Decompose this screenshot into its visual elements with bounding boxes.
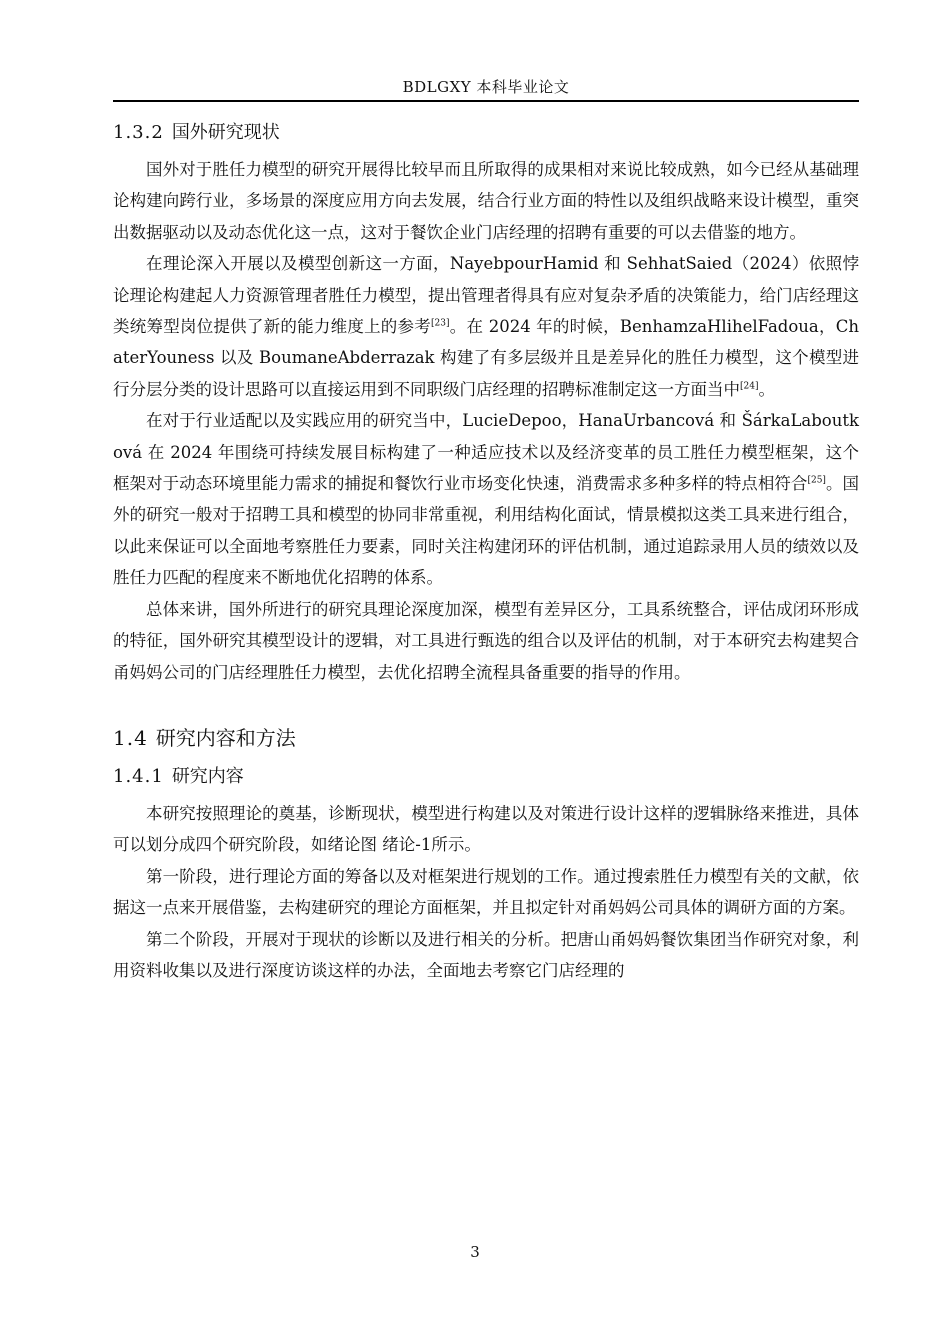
- section-number: 1.3.2: [113, 122, 164, 143]
- paragraph-text: 。国外的研究一般对于招聘工具和模型的协同非常重视，利用结构化面试，情景模拟这类工具来进行组合，以此来保证可以全面地考察胜任力要素，同时关注构建闭环的评估机制，通过追踪录用人员的绩效以及胜任力匹配的程度来不断地优化招聘的体系。: [113, 474, 860, 588]
- paragraph: 本研究按照理论的奠基，诊断现状，模型进行构建以及对策进行设计这样的逻辑脉络来推进，具体可以划分成四个研究阶段，如绪论图 绪论-1所示。: [113, 803, 859, 855]
- section-title: 研究内容: [171, 765, 244, 787]
- citation-ref: [24]: [740, 381, 759, 392]
- citation-ref: [23]: [431, 318, 450, 329]
- citation-ref: [25]: [807, 475, 826, 486]
- paragraph: 第二个阶段，开展对于现状的诊断以及进行相关的分析。把唐山甬妈妈餐饮集团当作研究对象，利用资料收集以及进行深度访谈这样的办法，全面地去考察它门店经理的: [113, 929, 859, 980]
- section-heading-1-4-1: [113, 764, 859, 790]
- section-title: 国外研究现状: [171, 122, 280, 143]
- paragraph: 国外对于胜任力模型的研究开展得比较早而且所取得的成果相对来说比较成熟，如今已经从基础理论构建向跨行业，多场景的深度应用方向去发展，结合行业方面的特性以及组织战略来设计模型，重突出数据驱动以及动态优化这一点，这对于餐饮企业门店经理的招聘有重要的可以去借鉴的地方。: [113, 160, 859, 242]
- header-divider: [113, 100, 859, 102]
- section-title: 研究内容和方法: [155, 725, 296, 750]
- paragraph-text: 在理论深入开展以及模型创新这一方面，NayebpourHamid 和 SehhatSaied（2024）依照悖论理论构建起人力资源管理者胜任力模型，提出管理者得具有应对复杂矛盾的决策能力，给门店经理这类统筹型岗位提供了新的能力维度上的参考: [113, 254, 859, 337]
- page-body: [113, 110, 859, 986]
- paragraph-text: 。: [758, 379, 775, 399]
- paragraph: 总体来讲，国外所进行的研究具理论深度加深，模型有差异区分，工具系统整合，评估成闭环形成的特征，国外研究其模型设计的逻辑，对工具进行甄选的组合以及评估的机制，对于本研究去构建契合甬妈妈公司的门店经理胜任力模型，去优化招聘全流程具备重要的指导的作用。: [113, 599, 859, 682]
- section-heading-1-3-2: [113, 120, 859, 146]
- page-header: BDLGXY 本科毕业论文: [402, 78, 570, 96]
- paragraph: 第一阶段，进行理论方面的筹备以及对框架进行规划的工作。通过搜索胜任力模型有关的文献，依据这一点来开展借鉴，去构建研究的理论方面框架，并且拟定针对甬妈妈公司具体的调研方面的方案。: [113, 866, 859, 918]
- paragraph-text: 。在 2024 年的时候，BenhamzaHlihelFadoua，ChaterYouness 以及 BoumaneAbderrazak 构建了有多层级并且是差异化的胜任力模型，这个模型进行分层分类的设计思路可以直接运用到不同职级门店经理的招聘标准制定这一方面当中: [113, 317, 859, 399]
- section-number: 1.4.1: [113, 765, 164, 787]
- paragraph-text: 在对于行业适配以及实践应用的研究当中，LucieDepoo，HanaUrbancová 和 ŠárkaLaboutková 在 2024 年围绕可持续发展目标构建了一种适应技术以及经济变革的员工胜任力模型框架，这个框架对于动态环境里能力需求的捕捉和餐饮行业市场变化快速，消费需求多种多样的特点相符合: [113, 411, 859, 494]
- paragraph: [113, 405, 859, 593]
- page-number: 3: [470, 1243, 480, 1261]
- section-heading-1-4: [113, 724, 859, 752]
- section-number: 1.4: [113, 725, 148, 750]
- paragraph: [113, 248, 859, 405]
